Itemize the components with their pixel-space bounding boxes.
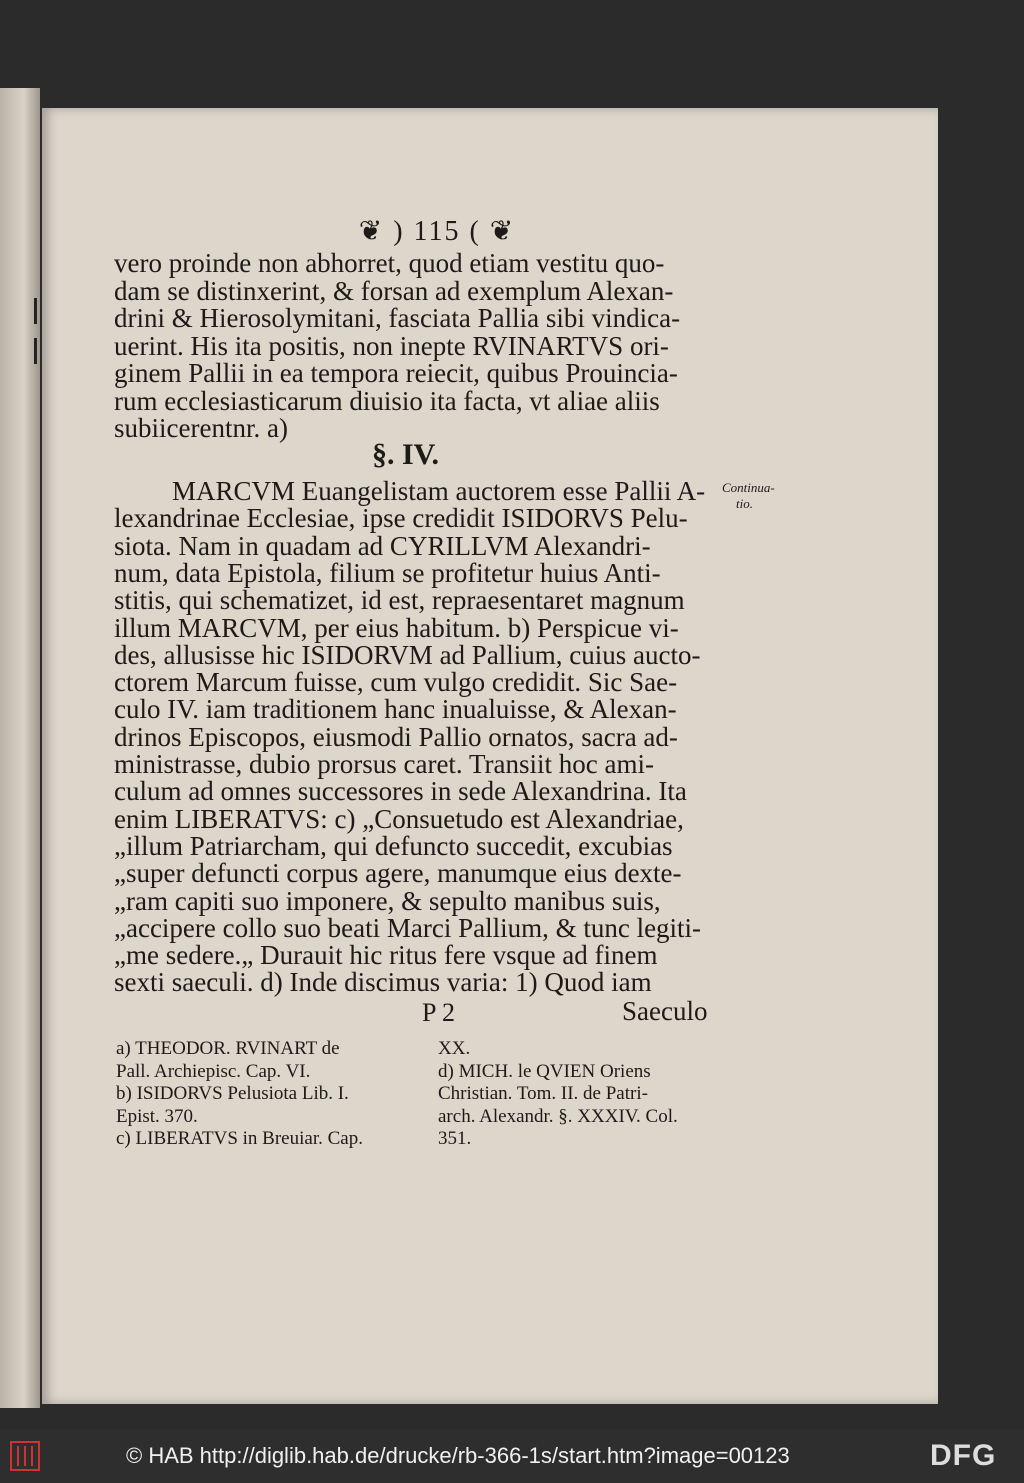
text-line: „ram capiti suo imponere, & sepulto manibus suis, — [114, 885, 661, 916]
text-line: „accipere collo suo beati Marci Pallium, & tunc legiti- — [114, 912, 702, 943]
text-line: Pall. Archiepisc. Cap. VI. — [116, 1060, 311, 1082]
text-line: ginem Pallii in ea tempora reiecit, quibus Prouincia- — [114, 358, 678, 388]
text-line: a) THEODOR. RVINART de — [116, 1038, 340, 1059]
text-line: arch. Alexandr. §. XXXIV. Col. — [438, 1105, 678, 1127]
margin-note — [722, 480, 775, 512]
text-line: rum ecclesiasticarum diuisio ita facta, vt aliae aliis — [114, 385, 660, 416]
text-line: stitis, qui schematizet, id est, repraesentaret magnum — [114, 585, 685, 616]
text-line: d) MICH. le QVIEN Oriens — [438, 1060, 651, 1082]
text-line: ctorem Marcum fuisse, cum vulgo credidit. Sic Sae- — [114, 667, 678, 698]
text-line: MARCVM Euangelistam auctorem esse Pallii A- — [172, 476, 706, 506]
margin-note-line: tio. — [736, 496, 753, 511]
text-line: culo IV. iam traditionem hanc inualuisse, & Alexan- — [114, 694, 677, 725]
text-line: des, allusisse hic ISIDORVM ad Pallium, cuius aucto- — [114, 639, 701, 670]
text-line: siota. Nam in quadam ad CYRILLVM Alexandri- — [114, 530, 651, 561]
book-page — [42, 108, 938, 1404]
text-line: uerint. His ita positis, non inepte RVINARTVS ori- — [114, 330, 669, 361]
footer-bar — [0, 1430, 1024, 1483]
text-line: culum ad omnes successores in sede Alexandrina. Ita — [114, 776, 687, 807]
text-line: lexandrinae Ecclesiae, ipse credidit ISIDORVS Pelu- — [114, 503, 688, 534]
text-line: subiicerentnr. a) — [114, 413, 288, 443]
text-line: b) ISIDORVS Pelusiota Lib. I. — [116, 1083, 349, 1104]
text-line: sexti saeculi. d) Inde discimus varia: 1) Quod iam — [114, 967, 652, 998]
signature-mark: P 2 — [422, 998, 455, 1027]
dfg-logo: DFG — [930, 1439, 997, 1472]
margin-note-line: Continua- — [722, 480, 775, 495]
text-line: „me sedere.„ Durauit hic ritus fere vsque ad finem — [114, 940, 658, 971]
text-line: Christian. Tom. II. de Patri- — [438, 1083, 648, 1104]
running-head: ❦ ) 115 ( ❦ — [358, 216, 516, 247]
text-line: ministrasse, dubio prorsus caret. Transiit hoc ami- — [114, 749, 654, 779]
catchword: Saeculo — [622, 996, 708, 1026]
text-line: drini & Hierosolymitani, fasciata Pallia sibi vindica- — [114, 303, 681, 333]
text-line: „illum Patriarcham, qui defuncto succedit, excubias — [114, 830, 673, 861]
text-line: XX. — [438, 1038, 471, 1059]
copyright-link[interactable]: © HAB http://diglib.hab.de/drucke/rb-366-1s/start.htm?image=00123 — [126, 1443, 790, 1468]
text-line: Epist. 370. — [116, 1105, 198, 1127]
text-line: vero proinde non abhorret, quod etiam vestitu quo- — [114, 248, 665, 278]
section-title: §. IV. — [372, 438, 439, 471]
text-line: „super defuncti corpus agere, manumque eius dexte- — [114, 858, 682, 889]
text-line: illum MARCVM, per eius habitum. b) Perspicue vi- — [114, 612, 679, 643]
text-line: 351. — [438, 1128, 472, 1149]
edge-mark — [34, 338, 37, 364]
text-line: enim LIBERATVS: c) „Consuetudo est Alexandriae, — [114, 803, 684, 834]
text-line: dam se distinxerint, & forsan ad exemplum Alexan- — [114, 275, 674, 306]
text-line: drinos Episcopos, eiusmodi Pallio ornatos, sacra ad- — [114, 721, 678, 752]
previous-page-edge — [0, 88, 40, 1408]
text-line: c) LIBERATVS in Breuiar. Cap. — [116, 1128, 363, 1149]
library-logo-icon — [10, 1440, 40, 1472]
edge-mark — [34, 298, 37, 324]
text-line: num, data Epistola, filium se profitetur huius Anti- — [114, 557, 661, 588]
